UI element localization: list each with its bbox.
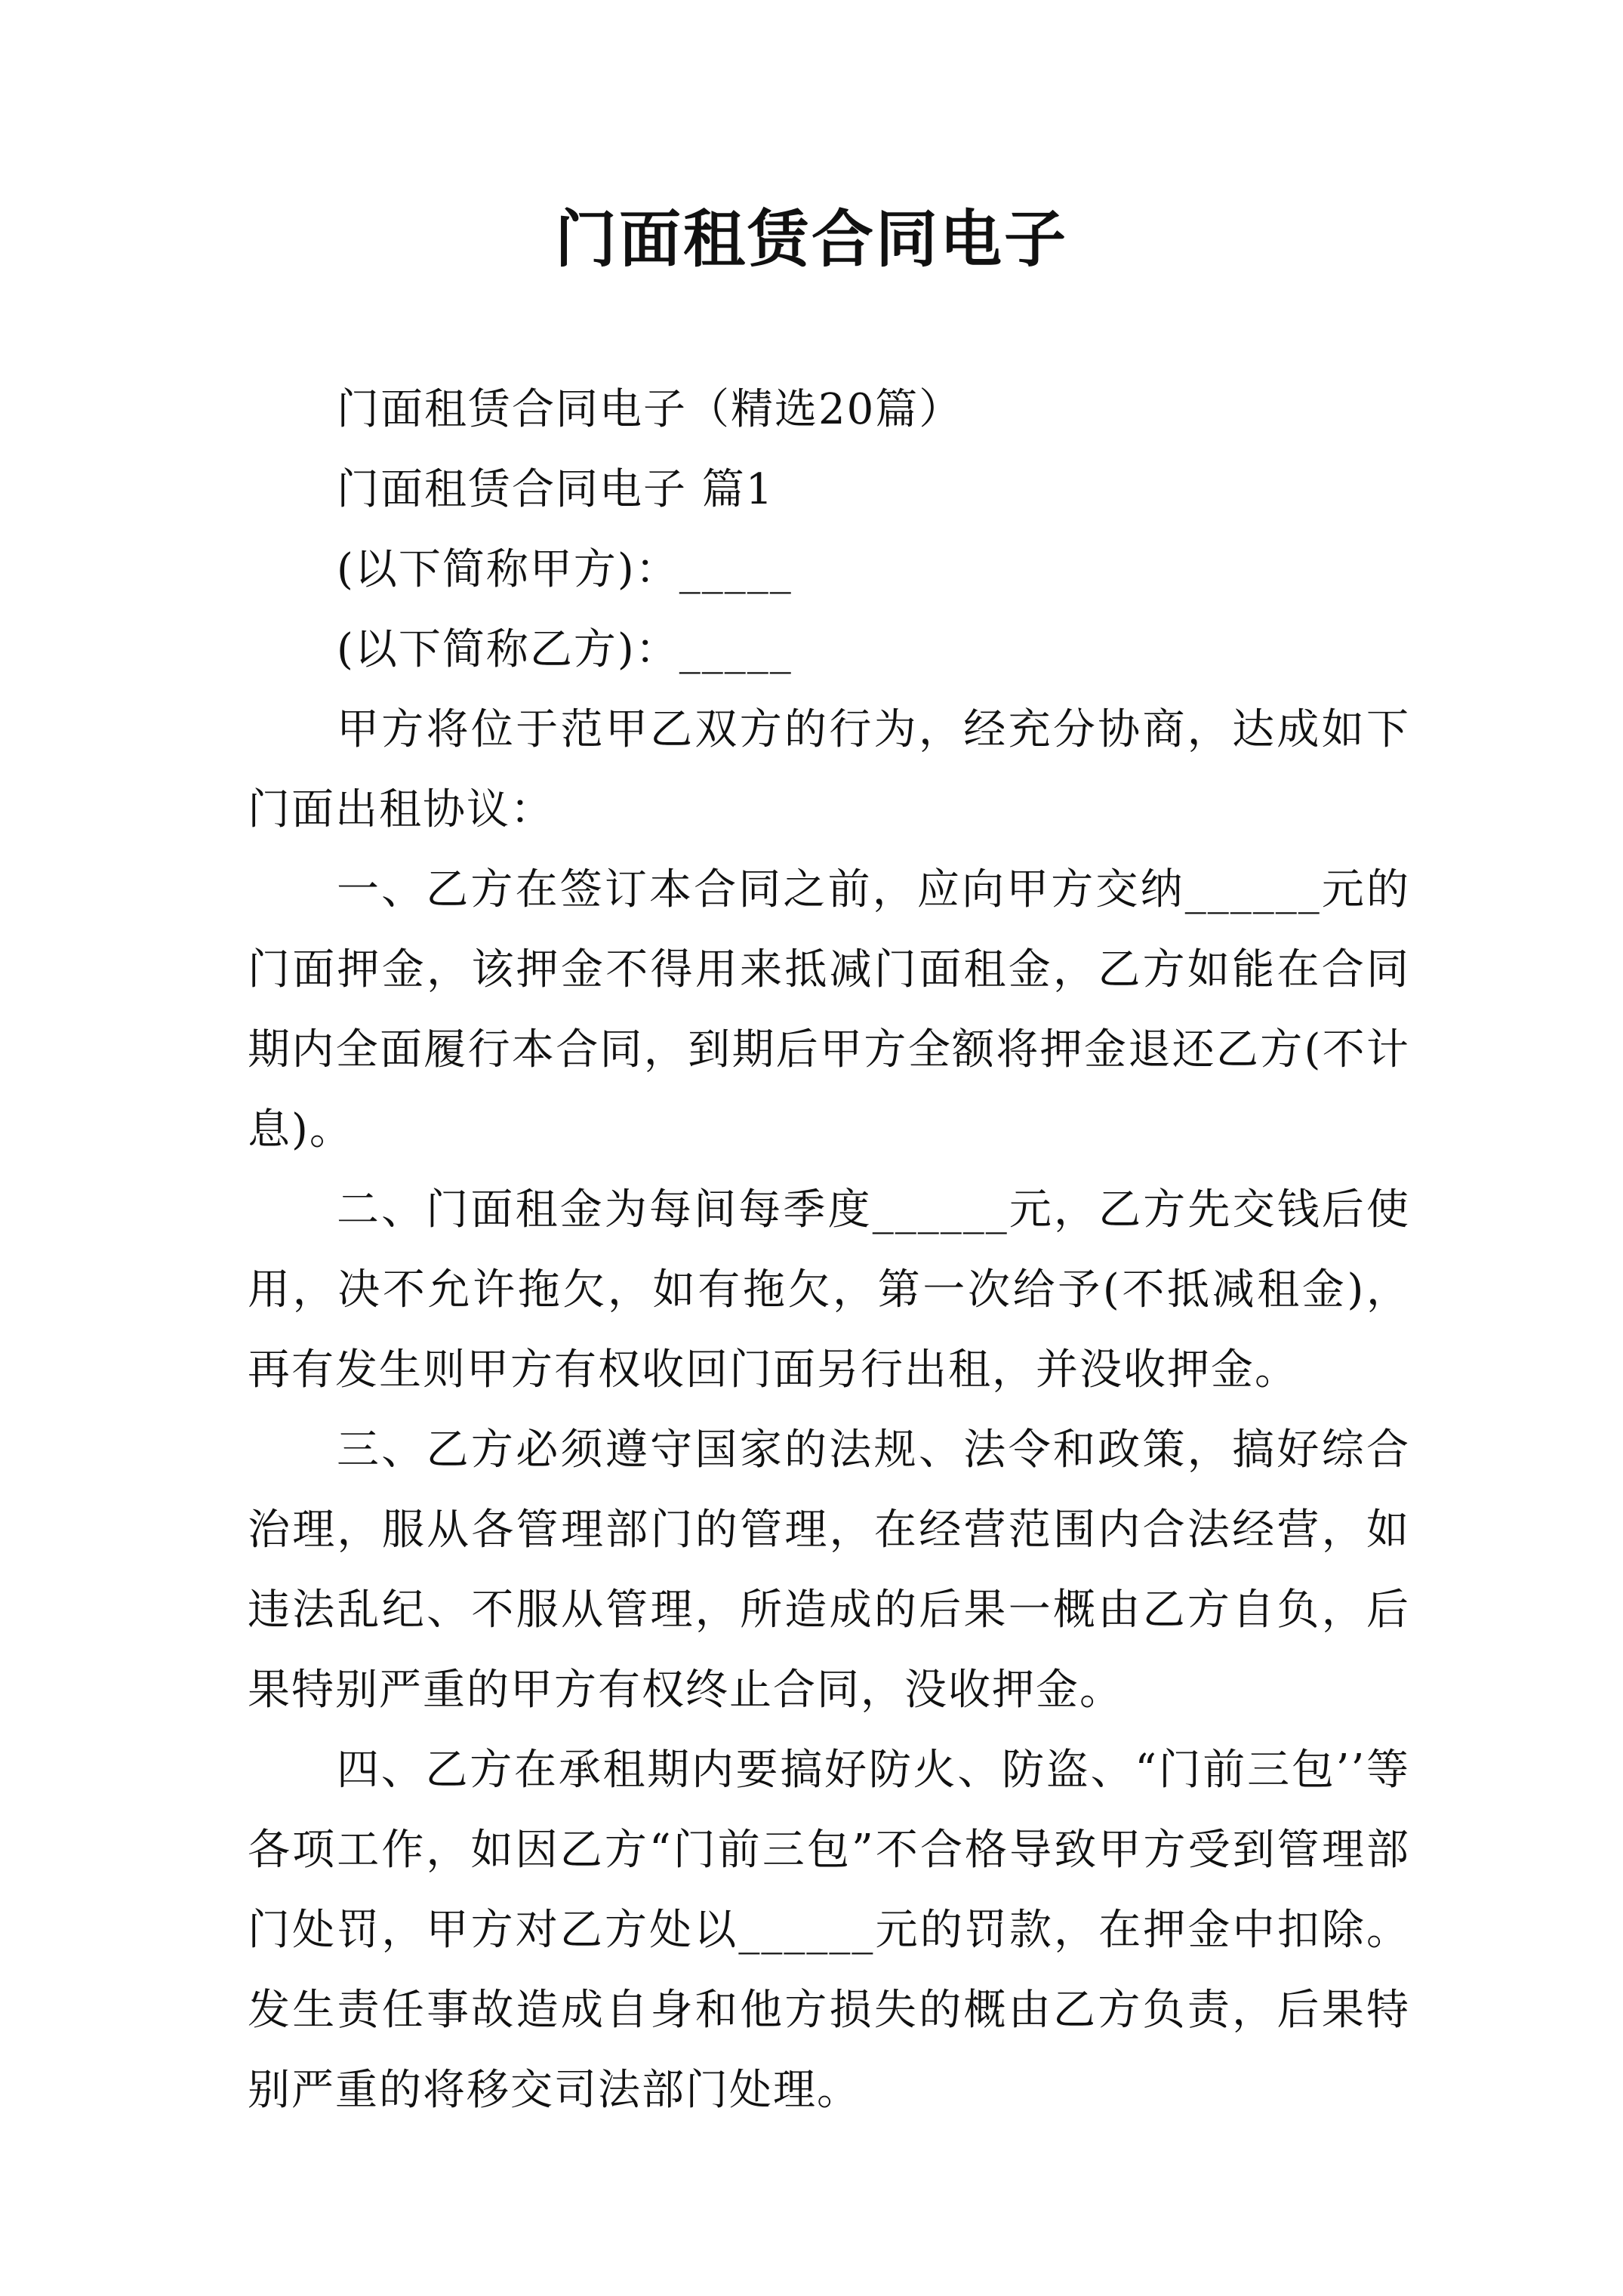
paragraph-clause-4: 四、乙方在承租期内要搞好防火、防盗、“门前三包’’等各项工作，如因乙方“门前三包”不合格导致甲方受到管理部门处罚，甲方对乙方处以______元的罚款，在押金中扣除。发生责任事故造成自身和他方损失的概由乙方负责，后果特别严重的将移交司法部门处理。: [248, 1746, 1410, 2115]
paragraph-clause-3: 三、乙方必须遵守国家的法规、法令和政策，搞好综合治理，服从各管理部门的管理，在经营范围内合法经营，如违法乱纪、不服从管理，所造成的后果一概由乙方自负，后果特别严重的甲方有权终止合同，没收押金。: [248, 1425, 1410, 1715]
paragraph-preamble: 甲方将位于范甲乙双方的行为，经充分协商，达成如下门面出租协议：: [248, 705, 1410, 834]
paragraph-section-heading: 门面租赁合同电子 篇1: [337, 465, 775, 514]
document-title: 门面租赁合同电子: [554, 203, 1068, 276]
document-body: [248, 370, 1410, 2131]
paragraph-clause-2: 二、门面租金为每间每季度______元，乙方先交钱后使用，决不允许拖欠，如有拖欠，第一次给予(不抵减租金)，再有发生则甲方有权收回门面另行出租，并没收押金。: [248, 1185, 1410, 1395]
paragraph-party-b: (以下简称乙方)：_____: [337, 625, 793, 674]
paragraph-clause-1: 一、乙方在签订本合同之前，应向甲方交纳______元的门面押金，该押金不得用来抵减门面租金，乙方如能在合同期内全面履行本合同，到期后甲方全额将押金退还乙方(不计息)。: [248, 865, 1410, 1154]
paragraph-party-a: (以下简称甲方)：_____: [337, 545, 793, 594]
paragraph-subtitle: 门面租赁合同电子（精选20篇）: [337, 385, 963, 434]
